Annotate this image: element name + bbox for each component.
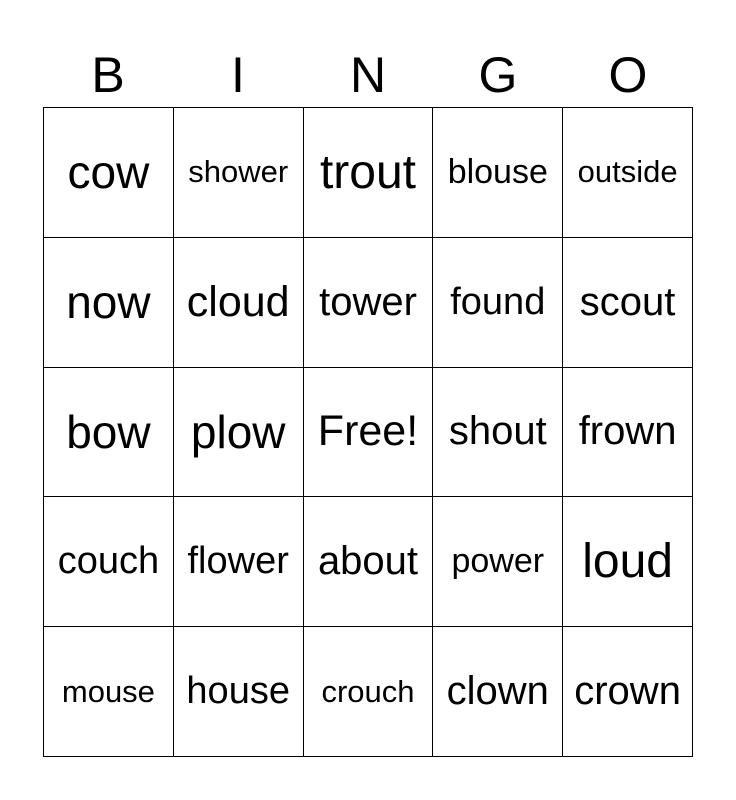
bingo-cell[interactable]: about — [304, 497, 434, 627]
bingo-cell[interactable]: frown — [563, 368, 693, 498]
bingo-cell[interactable]: crown — [563, 627, 693, 757]
bingo-cell[interactable]: shower — [174, 108, 304, 238]
bingo-cell[interactable]: loud — [563, 497, 693, 627]
bingo-cell[interactable]: blouse — [433, 108, 563, 238]
bingo-cell[interactable]: plow — [174, 368, 304, 498]
bingo-cell free-space[interactable]: Free! — [304, 368, 434, 498]
header-letter-n: N — [349, 47, 387, 103]
header-letter-o: O — [608, 47, 648, 103]
bingo-cell[interactable]: shout — [433, 368, 563, 498]
bingo-cell[interactable]: cloud — [174, 238, 304, 368]
bingo-cell[interactable]: house — [174, 627, 304, 757]
bingo-header — [43, 44, 693, 106]
bingo-cell[interactable]: power — [433, 497, 563, 627]
bingo-cell[interactable]: cow — [44, 108, 174, 238]
bingo-cell[interactable]: flower — [174, 497, 304, 627]
bingo-cell[interactable]: bow — [44, 368, 174, 498]
bingo-cell[interactable]: mouse — [44, 627, 174, 757]
header-letter-g: G — [478, 47, 518, 103]
bingo-cell[interactable]: found — [433, 238, 563, 368]
header-letter-b: B — [91, 47, 125, 103]
bingo-cell[interactable]: couch — [44, 497, 174, 627]
bingo-cell[interactable]: crouch — [304, 627, 434, 757]
bingo-cell[interactable]: scout — [563, 238, 693, 368]
bingo-card-grid — [43, 107, 693, 757]
bingo-cell[interactable]: now — [44, 238, 174, 368]
bingo-cell[interactable]: trout — [304, 108, 434, 238]
bingo-cell[interactable]: clown — [433, 627, 563, 757]
header-letter-i: I — [231, 47, 245, 103]
bingo-cell[interactable]: outside — [563, 108, 693, 238]
bingo-cell[interactable]: tower — [304, 238, 434, 368]
